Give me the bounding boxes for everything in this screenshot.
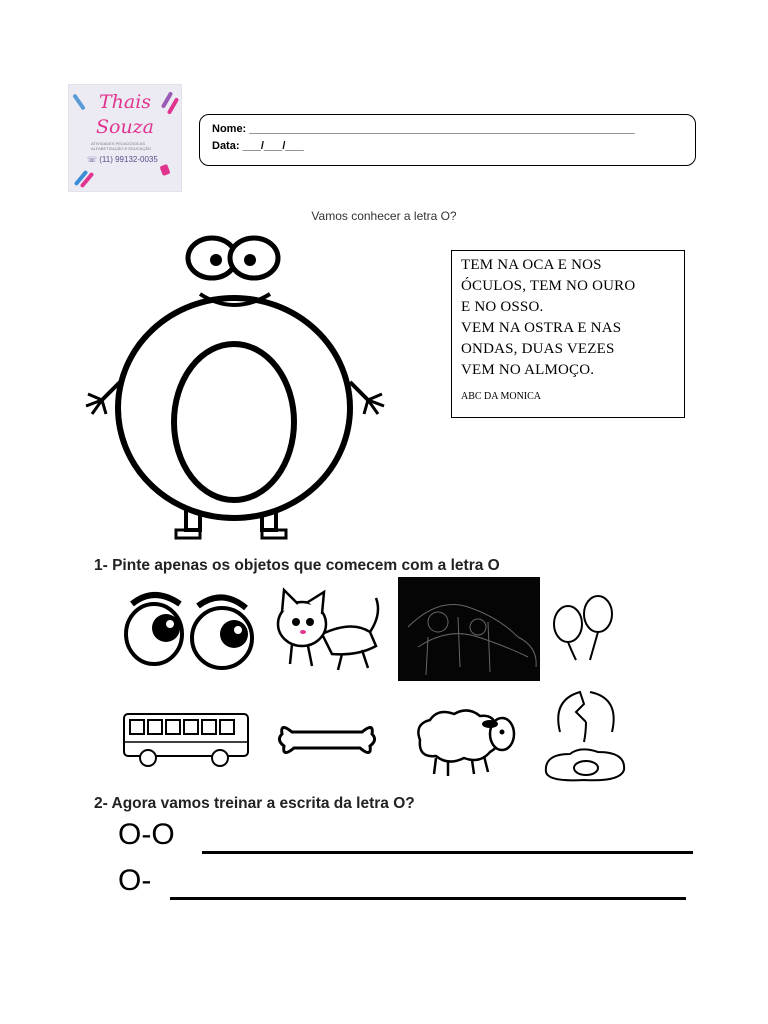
jaguar-icon[interactable] <box>398 577 540 681</box>
logo-tagline: ATIVIDADES PEDAGÓGICAS ALFABETIZAÇÃO E EDUCAÇÃO <box>91 141 152 151</box>
logo-name-line2: Souza <box>95 116 155 138</box>
logo-phone-text: (11) 99132-0035 <box>99 155 158 164</box>
name-label: Nome: <box>212 123 247 135</box>
date-label: Data: <box>212 140 240 152</box>
logo-phone <box>87 155 158 164</box>
egg-icon[interactable] <box>540 688 632 784</box>
poem-box <box>451 250 685 418</box>
bone-icon[interactable] <box>276 718 378 760</box>
question-1: 1- Pinte apenas os objetos que comecem com a letra O <box>94 557 500 574</box>
whatsapp-icon: ☏ <box>87 155 98 164</box>
bus-icon[interactable] <box>120 708 252 770</box>
eyes-icon[interactable] <box>118 582 258 678</box>
poem-line: ONDAS, DUAS VEZES <box>461 341 615 357</box>
practice-row-2-model: O- <box>118 864 152 897</box>
question-2: 2- Agora vamos treinar a escrita da letra O? <box>94 795 415 812</box>
poem-line: VEM NO ALMOÇO. <box>461 362 595 378</box>
date-field[interactable]: ___/___/___ <box>242 140 304 152</box>
name-field[interactable]: _______________________________________________________________ <box>249 123 635 135</box>
author-logo <box>68 84 182 192</box>
poem-line: ÓCULOS, TEM NO OURO <box>461 278 636 294</box>
balloons-icon[interactable] <box>546 594 622 664</box>
poem-line: VEM NA OSTRA E NAS <box>461 320 622 336</box>
poem-credit: ABC DA MONICA <box>461 391 542 402</box>
sheep-icon[interactable] <box>410 704 522 778</box>
writing-line-1[interactable] <box>202 851 693 854</box>
eraser-icon <box>160 164 171 176</box>
practice-row-1-model: O-O <box>118 818 175 851</box>
writing-line-2[interactable] <box>170 897 686 900</box>
letter-o-character-illustration <box>74 232 396 548</box>
poem-line: TEM NA OCA E NOS <box>461 257 602 273</box>
poem-line: E NO OSSO. <box>461 299 544 315</box>
student-info-box <box>199 114 696 166</box>
intro-text: Vamos conhecer a letra O? <box>311 209 457 223</box>
logo-name-line1: Thais <box>98 91 152 113</box>
cat-icon[interactable] <box>272 584 384 674</box>
